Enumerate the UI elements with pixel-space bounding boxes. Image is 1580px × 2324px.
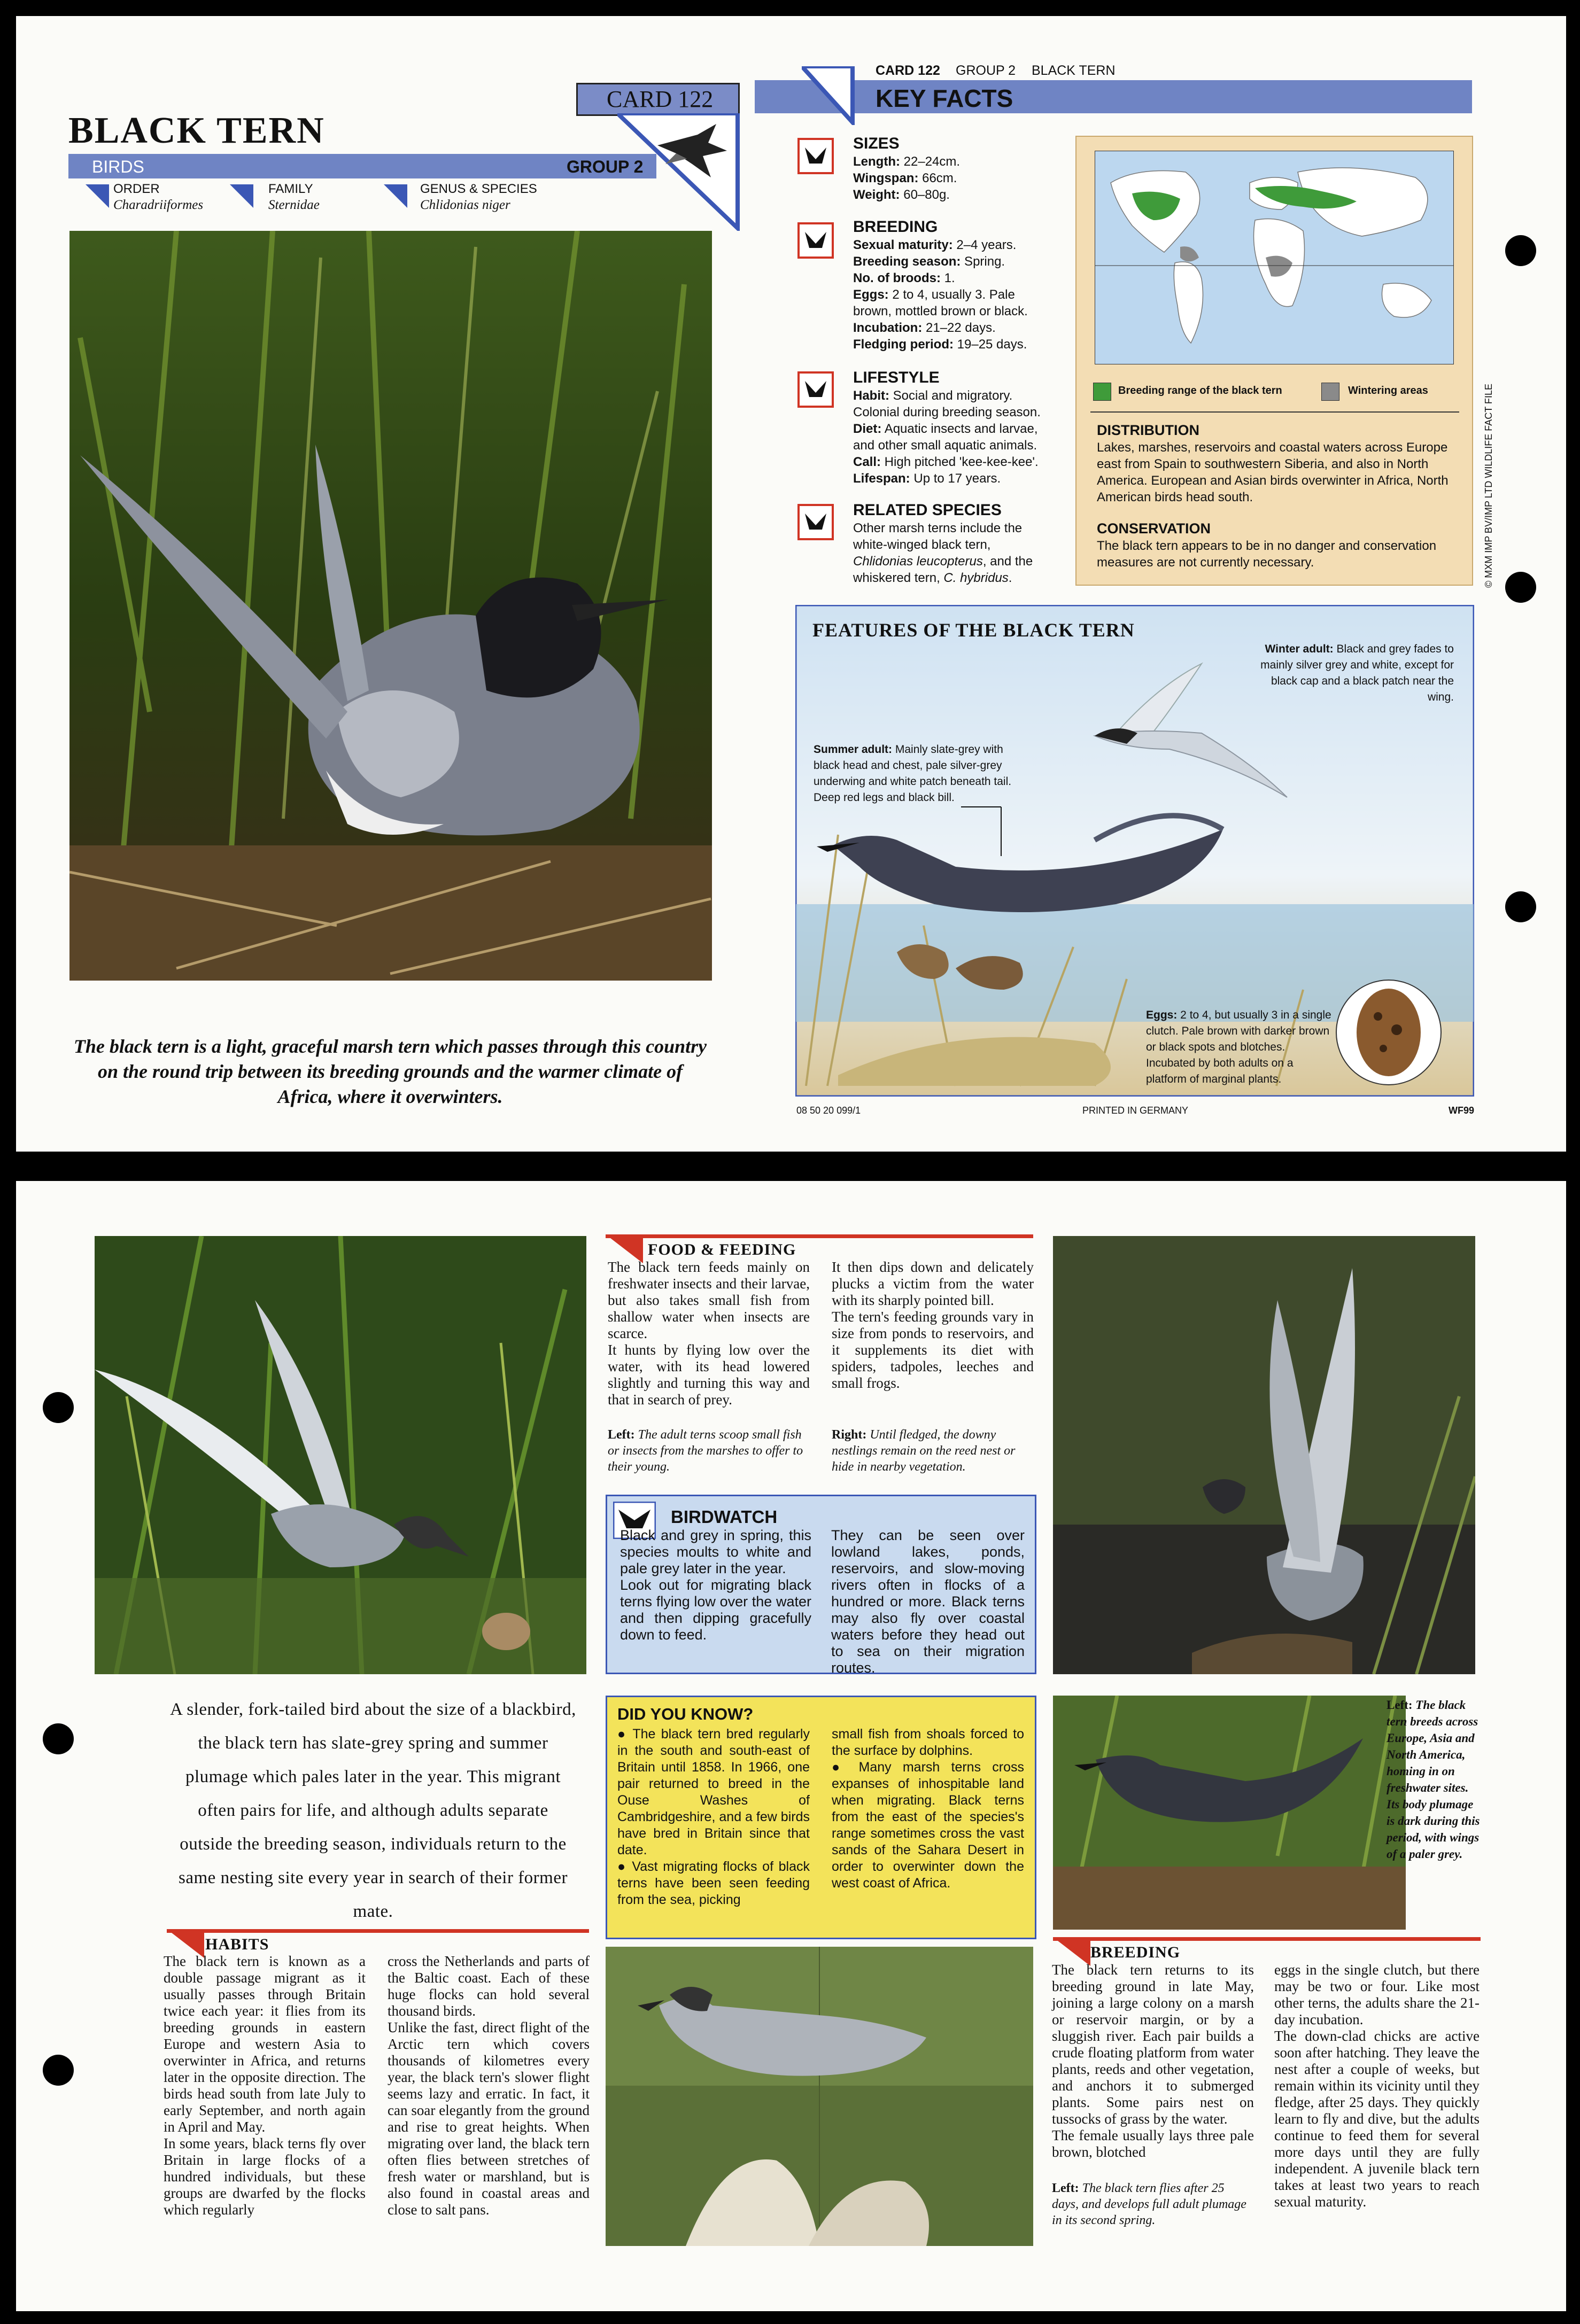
food-feeding-title: FOOD & FEEDING [648,1241,796,1258]
breeding-row: Breeding season: Spring. [853,254,1005,269]
winter-adult-text: Winter adult: Black and grey fades to mainly silver grey and white, except for black cap and a black patch near the wing. [1260,643,1454,703]
sizes-icon [797,138,834,174]
did-you-know-col1: ● The black tern bred regularly in the south and south-east of Britain until 1858. In 1966, one pair returned to breed in the Ouse Washes of Cambridgeshire, and a few birds have bred in Britain since that date. ● Vast migrating flocks of black terns have been seen feeding from the sea, picking [617,1727,810,1907]
distribution-text: Lakes, marshes, reservoirs and coastal waters across Europe east from Spain to southwestern Siberia, and also in North America. European and Asian birds overwinter in Africa, North American birds head south. [1097,440,1449,504]
sizes-row: Length: 22–24cm. [853,154,961,169]
binder-hole [43,1392,74,1423]
key-facts-title: KEY FACTS [876,84,1013,112]
bullet-icon: ● [617,1859,632,1874]
taxonomy-order-value: Charadriiformes [113,198,204,212]
taxonomy-family-label: FAMILY [268,182,313,196]
distribution-heading: DISTRIBUTION [1097,422,1199,438]
breeding-section-rule [1053,1937,1481,1941]
binder-hole [1505,891,1536,922]
birdwatch-title: BIRDWATCH [671,1507,778,1527]
legend-wintering-label: Wintering areas [1348,385,1428,397]
page-title: BLACK TERN [68,110,325,151]
breeding-icon [797,222,834,259]
footer-wf: WF99 [1449,1105,1475,1116]
related-species-icon [797,504,834,540]
photo-tern-breeding-plumage [1053,1696,1406,1930]
habits-title: HABITS [205,1936,269,1953]
kf-top-name: BLACK TERN [1032,63,1116,78]
taxonomy-arrow-icon [384,184,407,208]
food-caption-left: Left: The adult terns scoop small fish or insects from the marshes to offer to their young. [608,1428,803,1474]
photo-tern-wings-raised [95,1236,586,1674]
habits-col1: The black tern is known as a double passage migrant as it usually passes through Britain twice each year: it flies from its breeding grounds in eastern Europe and western Asia to overwinter in Africa, and returns later in the opposite direction. The birds head south from late July to early September, and north again in April and May. In some years, black terns fly over Britain in large flocks of a hundred individuals, but these groups are dwarfed by the flocks which regularly [164,1953,366,2218]
binder-hole [43,1723,74,1754]
kf-top-card: CARD 122 [876,63,940,78]
food-feeding-col1: The black tern feeds mainly on freshwater insects and their larvae, but also takes small fish from shallow water when insects are scarce. It hunts by flying low over the water, with its head lowered slightly and turning this way and that in search of prey. [608,1259,810,1408]
breeding-row: Fledging period: 19–25 days. [853,337,1027,352]
photo-tern-landing [1053,1236,1475,1674]
class-bar-right: GROUP 2 [567,157,644,176]
main-caption: The black tern is a light, graceful marsh tern which passes through this country on the round trip between its breeding grounds and the warmer climate of Africa, where it overwinters. [73,1036,707,1107]
binder-hole [43,2055,74,2086]
taxonomy-family-value: Sternidae [268,198,320,212]
sizes-rows [853,153,1067,203]
breeding-row: Sexual maturity: 2–4 years. [853,238,1017,252]
legend-wintering-swatch [1321,383,1339,401]
habits-section-rule [167,1929,589,1933]
taxonomy-arrow-icon [86,184,109,208]
breeding-caption: Left: The black tern flies after 25 days, and develops full adult plumage in its second spring. [1052,2181,1246,2227]
breeding-rows [853,237,1056,353]
breeding-heading: BREEDING [853,218,938,236]
food-section-rule [606,1234,1033,1238]
eggs-text: Eggs: 2 to 4, but usually 3 in a single clutch. Pale brown with darker brown or black spots and blotches. Incubated by both adults on a platform of marginal plants. [1146,1009,1331,1085]
card-label: CARD 122 [607,86,714,112]
lifestyle-row: Call: High pitched 'kee-kee-kee'. [853,455,1039,469]
birdwatch-col1: Black and grey in spring, this species moults to white and pale grey later in the year. Look out for migrating black terns flying low over the water and then dipping gracefully down to feed. [620,1527,811,1643]
breeding-col2: eggs in the single clutch, but there may be two or four. Like most other terns, the adults share the 21-day incubation. The down-clad chicks are active soon after hatching. They leave the nest after a couple of weeks, but remain within its vicinity until they fledge, after 25 days. They quickly learn to fly and dive, but the adults continue to feed them for several more days until they are fully independent. A juvenile black tern takes at least two years to reach sexual maturity. [1274,1962,1480,2210]
key-facts-bar [755,80,1472,113]
photo-juvenile-tern [606,1947,1033,2246]
breeding-row: Incubation: 21–22 days. [853,321,996,335]
taxonomy-genus-label: GENUS & SPECIES [420,182,537,196]
breeding-row: No. of broods: 1. [853,271,955,285]
lifestyle-heading: LIFESTYLE [853,369,940,386]
did-you-know-title: DID YOU KNOW? [617,1705,754,1723]
related-species-text: Other marsh terns include the white-winged black tern, Chlidonias leucopterus, and the whiskered tern, C. hybridus. [853,521,1033,585]
footer-code: 08 50 20 099/1 [796,1105,861,1116]
footer-printed: PRINTED IN GERMANY [1082,1105,1189,1116]
side-caption: Left: The black tern breeds across Europe, Asia and North America, homing in on freshwater sites. Its body plumage is dark during this period, with wings of a paler grey. [1387,1698,1480,1861]
breeding-title: BREEDING [1090,1944,1181,1961]
sizes-row: Weight: 60–80g. [853,188,950,202]
taxonomy-arrow-icon [230,184,253,208]
lifestyle-row: Habit: Social and migratory. Colonial during breeding season. [853,388,1041,419]
class-bar-left: BIRDS [92,157,144,176]
conservation-text: The black tern appears to be in no danger and conservation measures are not currently necessary. [1097,539,1437,570]
legend-breeding-label: Breeding range of the black tern [1118,385,1282,397]
group-badge [617,113,740,231]
lifestyle-row: Lifespan: Up to 17 years. [853,471,1001,486]
features-title: FEATURES OF THE BLACK TERN [812,619,1135,641]
intro-paragraph: A slender, fork-tailed bird about the size of a blackbird, the black tern has slate-grey spring and summer plumage which pales later in the year. This migrant often pairs for life, and although adults separate outside the breeding season, individuals return to the same nesting site every year in search of their former mate. [170,1700,576,1921]
food-caption-right: Right: Until fledged, the downy nestlings remain on the reed nest or hide in nearby vegetation. [832,1428,1016,1474]
map-divider [1090,411,1459,413]
world-distribution-map [1095,151,1454,364]
conservation-heading: CONSERVATION [1097,520,1211,537]
legend-breeding-swatch [1093,383,1111,401]
breeding-col1: The black tern returns to its breeding ground in late May, joining a large colony on a marsh or reservoir margin, or by a sluggish river. Each pair builds a crude floating platform from water plants, reeds and other vegetation, and anchors it to submerged plants. Some pairs nest on tussocks of grass by the water. The female usually lays three pale brown, blotched [1052,1962,1254,2160]
breeding-row: Eggs: 2 to 4, usually 3. Pale brown, mottled brown or black. [853,287,1028,318]
key-facts-badge [802,66,855,125]
taxonomy-genus-value: Chlidonias niger [420,198,510,212]
lifestyle-row: Diet: Aquatic insects and larvae, and other small aquatic animals. [853,422,1038,453]
lifestyle-rows [853,387,1059,487]
bullet-icon: ● [832,1760,859,1775]
taxonomy-order-label: ORDER [113,182,160,196]
binder-hole [1505,235,1536,266]
lifestyle-icon [797,371,834,408]
sizes-heading: SIZES [853,135,900,152]
habits-col2: cross the Netherlands and parts of the Baltic coast. Each of these huge flocks can hold several thousand birds. Unlike the fast, direct flight of the Arctic tern which covers thousands of kilometres every year, the black tern's slower flight seems lazy and erratic. In fact, it can soar elegantly from the ground and rise to great heights. When migrating over land, the black tern often flies between stretches of fresh water or marshland, but is also found in coastal areas and close to salt pans. [388,1953,590,2218]
birdwatch-col2: They can be seen over lowland lakes, ponds, reservoirs, and slow-moving rivers often in flocks of a hundred or more. Black terns may also fly over coastal waters before they head out to sea on their migration routes. [831,1527,1025,1676]
related-species-heading: RELATED SPECIES [853,501,1002,519]
binder-hole [1505,572,1536,603]
did-you-know-col2: small fish from shoals forced to the surface by dolphins. ● Many marsh terns cross expanses of inhospitable land when migrating. Black terns from the east of the species's range sometimes cross the vast sands of the Sahara Desert in order to overwinter down the west coast of Africa. [832,1727,1024,1891]
side-credit: © MXM IMP BV/IMP LTD WILDLIFE FACT FILE [1483,384,1494,588]
bullet-icon: ● [617,1727,633,1742]
food-feeding-col2: It then dips down and delicately plucks a victim from the water with its sharply pointed bill. The tern's feeding grounds vary in size from ponds to reservoirs, and it supplements its diet with spiders, tadpoles, leeches and small frogs. [832,1259,1034,1391]
sizes-row: Wingspan: 66cm. [853,171,957,185]
summer-adult-text: Summer adult: Mainly slate-grey with black head and chest, pale silver-grey underwing and white patch beneath tail. Deep red legs and black bill. [814,743,1012,804]
main-photo-black-tern-on-nest [69,231,712,981]
kf-top-group: GROUP 2 [956,63,1016,78]
